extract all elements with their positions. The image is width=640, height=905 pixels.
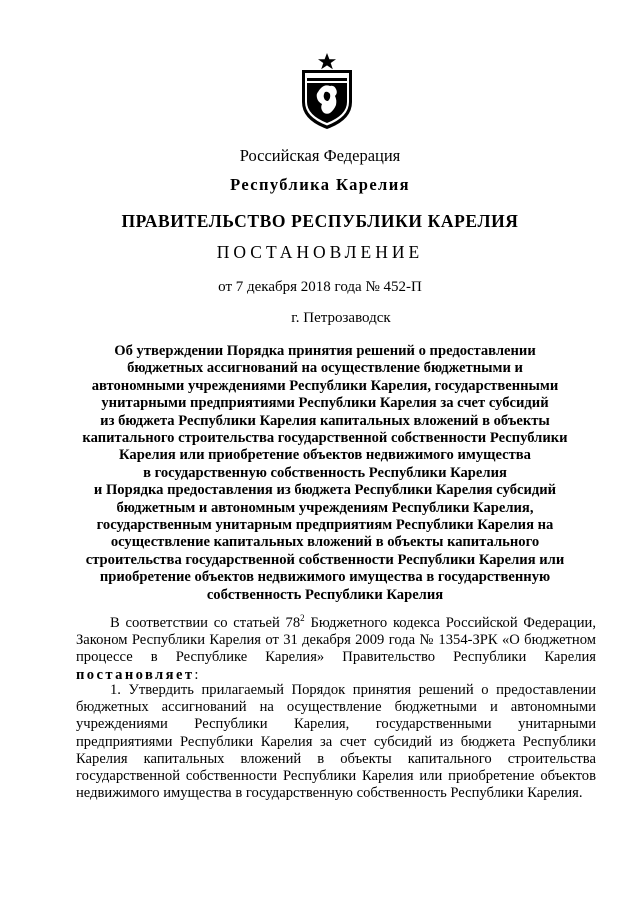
title-line: строительства государственной собственности Республики Карелия или: [85, 551, 565, 568]
emblem-svg: [299, 52, 355, 130]
title-line: в государственную собственность Республики Карелия: [143, 464, 507, 481]
republic-label: Республика Карелия: [230, 175, 410, 194]
resolves-word: постановляет: [76, 666, 195, 683]
item-1-paragraph: 1. Утвердить прилагаемый Порядок принятия решений о предоставлении бюджетных ассигнований на осуществление бюджетными и автономными учреждениями Республики Карелия, государственными унитарными предприятиями Республики Карелия за счет субсидий из бюджета Республики Карелия капитальных вложений в объекты капитального строительства государственной собственности Республики Карелия или приобретение объектов недвижимого имущества в государственную собственность Республики Карелия.: [76, 682, 596, 802]
preamble-paragraph: [76, 615, 596, 684]
title-line: из бюджета Республики Карелия капитальных вложений в объекты: [100, 412, 550, 429]
government-heading: ПРАВИТЕЛЬСТВО РЕСПУБЛИКИ КАРЕЛИЯ: [121, 211, 519, 231]
decree-heading: ПОСТАНОВЛЕНИЕ: [216, 242, 424, 262]
title-line: собственность Республики Карелия: [206, 586, 444, 603]
title-line: осуществление капитальных вложений в объекты капитального: [110, 534, 540, 551]
title-line: и Порядка предоставления из бюджета Республики Карелия субсидий: [93, 482, 557, 499]
title-line: бюджетным и автономным учреждениям Республики Карелия,: [116, 499, 534, 516]
title-line: автономными учреждениями Республики Карелия, государственными: [91, 377, 559, 394]
preamble-text-middle: Бюджетного кодекса Российской Федерации, Законом Республики Карелия от 31 декабря 2009 года № 1354-ЗРК «О бюджетном процессе в Республике Карелия» Правительство Республики Карелия: [76, 615, 596, 666]
title-line: унитарными предприятиями Республики Карелия за счет субсидий: [101, 395, 549, 412]
decree-title: [60, 343, 590, 604]
preamble-text-end: :: [194, 666, 199, 683]
city-label: г. Петрозаводск: [291, 310, 391, 326]
decree-date-number: от 7 декабря 2018 года № 452-П: [218, 279, 422, 295]
karelia-coat-of-arms-icon: [299, 52, 355, 130]
title-line: приобретение объектов недвижимого имущества в государственную: [99, 569, 551, 586]
preamble-text-start: В соответствии со статьей 78: [110, 615, 301, 631]
title-line: капитального строительства государственной собственности Республики: [82, 430, 568, 447]
title-line: Об утверждении Порядка принятия решений о предоставлении: [114, 343, 536, 359]
federation-label: Российская Федерация: [239, 146, 401, 165]
title-line: Карелия или приобретение объектов недвижимого имущества: [119, 447, 531, 464]
article-superscript: 2: [300, 613, 305, 623]
title-line: бюджетных ассигнований на осуществление бюджетными и: [127, 360, 523, 377]
title-line: государственным унитарным предприятиям Республики Карелия на: [96, 517, 554, 534]
